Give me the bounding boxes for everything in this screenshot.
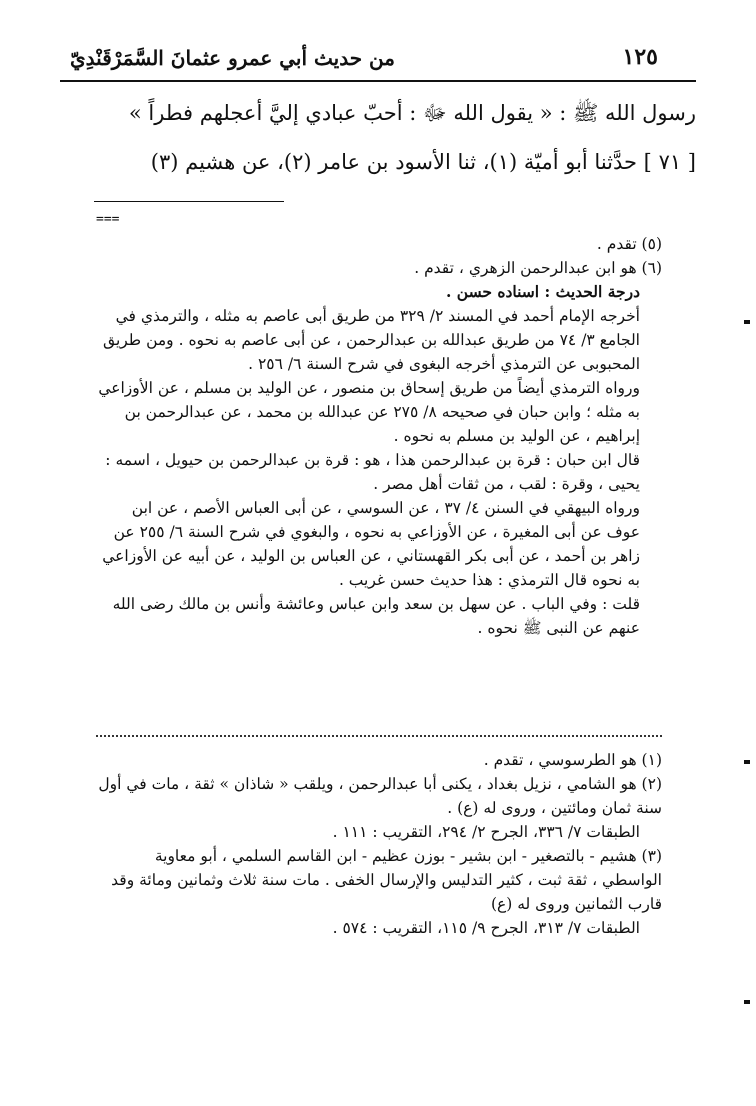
commentary-paragraph: قلت : وفي الباب . عن سهل بن سعد وابن عباس وعائشة وأنس بن مالك رضى الله عنهم عن النبى ﷺ نحوه . [112, 595, 640, 637]
hadith-isnad-line: [ ٧١ ] حدَّثنا أبو أميّة (١)، ثنا الأسود بن عامر (٢)، عن هشيم (٣) [150, 150, 696, 174]
separator-marks: === [96, 212, 120, 227]
scan-edge-mark [744, 760, 750, 764]
footnotes-section [96, 748, 662, 940]
scan-edge-mark [744, 1000, 750, 1004]
footnote-3-refs: الطبقات ٧/ ٣١٣، الجرح ٩/ ١١٥، التقريب : ٥٧٤ . [332, 919, 640, 937]
note-6: (٦) هو ابن عبدالرحمن الزهري ، تقدم . [414, 259, 662, 277]
hadith-grade: درجة الحديث : اسناده حسن . [445, 282, 640, 301]
footnote-1: (١) هو الطرسوسي ، تقدم . [483, 751, 662, 769]
text-separator-rule [94, 201, 284, 202]
footnote-3: (٣) هشيم - بالتصغير - ابن بشير - بوزن عظيم - ابن القاسم السلمي ، أبو معاوية الواسطي ، ثقة ثبت ، كثير التدليس والإرسال الخفى . مات سنة ثلاث وثمانين ومائة وقد قارب الثمانين وروى له (ع) [111, 847, 662, 913]
footnote-2-refs: الطبقات ٧/ ٣٣٦، الجرح ٢/ ٢٩٤، التقريب : ١١١ . [332, 823, 640, 841]
page-number: ١٢٥ [622, 44, 658, 70]
commentary-paragraph: قال ابن حبان : قرة بن عبدالرحمن هذا ، هو : قرة بن عبدالرحمن بن حيويل ، اسمه : يحيى ، وقرة : لقب ، من ثقات أهل مصر . [105, 451, 640, 493]
commentary-paragraph: ورواه الترمذي أيضاً من طريق إسحاق بن منصور ، عن الوليد بن مسلم ، عن الأوزاعي به مثله ؛ وابن حبان في صحيحه ٨/ ٢٧٥ عن عبدالله بن محمد ، عن عبدالرحمن بن إبراهيم ، عن الوليد بن مسلم به نحوه . [98, 379, 640, 445]
running-header [60, 44, 696, 78]
commentary-paragraph: أخرجه الإمام أحمد في المسند ٢/ ٣٢٩ من طريق أبى عاصم به مثله ، والترمذي في الجامع ٣/ ٧٤ من طريق عبدالله بن عبدالرحمن ، عن أبى عاصم به نحوه . ومن طريق المحبوبى عن الترمذي أخرجه البغوى في شرح السنة ٦/ ٢٥٦ . [103, 307, 640, 373]
notes-section [96, 232, 662, 640]
header-rule [60, 80, 696, 82]
note-5: (٥) تقدم . [596, 235, 662, 253]
running-title: من حديث أبي عمرو عثمانَ السَّمَرْقَنْدِيّ [70, 46, 395, 70]
footnote-divider [96, 735, 662, 737]
scan-edge-mark [744, 320, 750, 324]
footnote-2: (٢) هو الشامي ، نزيل بغداد ، يكنى أبا عبدالرحمن ، ويلقب « شاذان » ثقة ، مات في أول سنة ثمان ومائتين ، وروى له (ع) . [98, 775, 662, 817]
hadith-text-line: رسول الله ﷺ : « يقول الله ﷻ : أحبّ عبادي إليَّ أعجلهم فطراً » [128, 101, 696, 125]
commentary-paragraph: ورواه البيهقي في السنن ٤/ ٣٧ ، عن السوسي ، عن أبى العباس الأصم ، عن ابن عوف عن أبى المغيرة ، عن الأوزاعي به نحوه ، والبغوي في شرح السنة ٦/ ٢٥٥ عن زاهر بن أحمد ، عن أبى بكر القهستاني ، عن العباس بن الوليد ، عن أبيه عن الأوزاعي به نحوه قال الترمذي : هذا حديث حسن غريب . [102, 499, 640, 589]
